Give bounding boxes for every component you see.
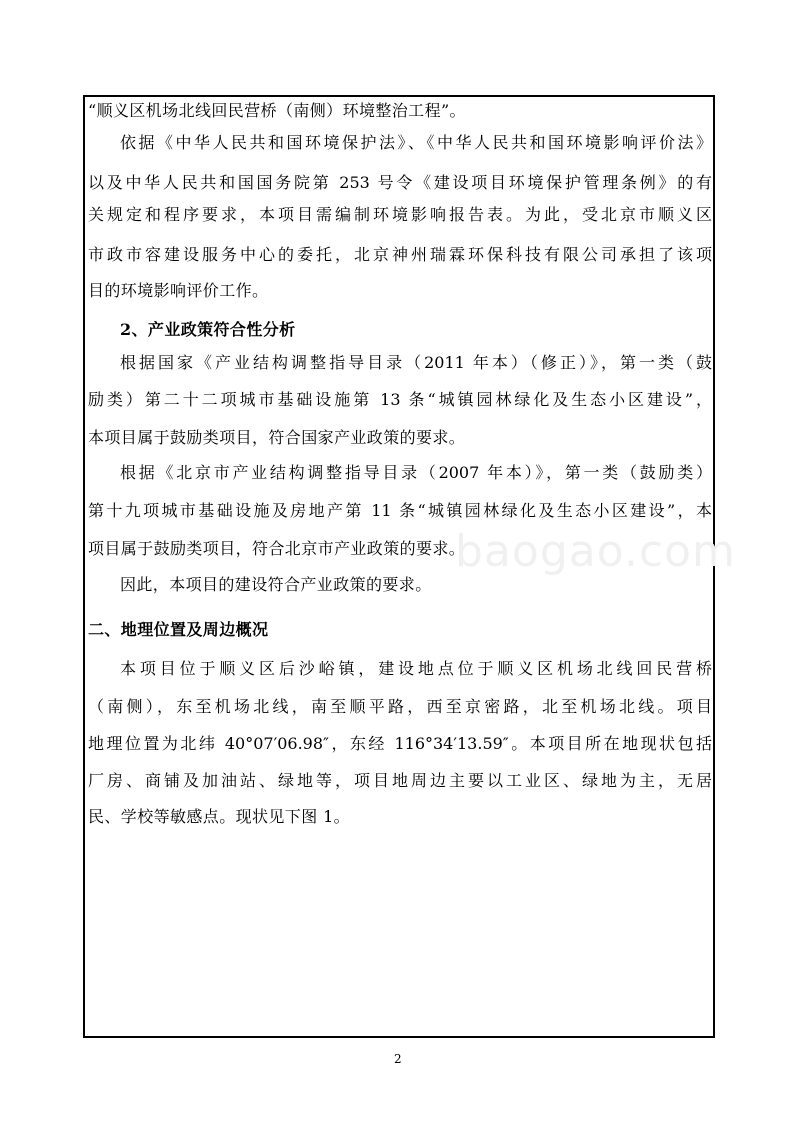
paragraph-beijing-policy-line: 根据《北京市产业结构调整指导目录（2007 年本）》，第一类（鼓励类）: [120, 463, 712, 482]
paragraph-national-policy-line: 本项目属于鼓励类项目，符合国家产业政策的要求。: [88, 428, 466, 447]
heading-location-overview: 二、地理位置及周边概况: [88, 620, 269, 639]
paragraph-basis-line: 市政市容建设服务中心的委托，北京神州瑞霖环保科技有限公司承担了该项: [88, 245, 712, 264]
paragraph-national-policy-line: 根据国家《产业结构调整指导目录（2011 年本）（修正）》，第一类（鼓: [120, 353, 712, 372]
paragraph-location-line: 厂房、商铺及加油站、绿地等，项目地周边主要以工业区、绿地为主，无居: [88, 771, 712, 790]
page-number: 2: [394, 1052, 402, 1066]
watermark: baogao.com: [455, 526, 736, 577]
heading-industrial-policy: 2、产业政策符合性分析: [120, 320, 296, 339]
paragraph-basis-line: 依据《中华人民共和国环境保护法》、《中华人民共和国环境影响评价法》: [120, 133, 712, 152]
paragraph-basis-line: 目的环境影响评价工作。: [88, 281, 269, 300]
paragraph-location-line: （南侧），东至机场北线，南至顺平路，西至京密路，北至机场北线。项目: [88, 697, 712, 716]
paragraph-basis-line: 以及中华人民共和国国务院第 253 号令《建设项目环境保护管理条例》的有: [88, 173, 712, 192]
paragraph-basis-line: 关规定和程序要求，本项目需编制环境影响报告表。为此，受北京市顺义区: [88, 205, 712, 224]
paragraph-policy-conclusion: 因此，本项目的建设符合产业政策的要求。: [120, 575, 432, 594]
paragraph-location-line: 本项目位于顺义区后沙峪镇，建设地点位于顺义区机场北线回民营桥: [120, 659, 712, 678]
paragraph-location-line: 地理位置为北纬 40°07′06.98″，东经 116°34′13.59″。本项目所在地现状包括: [88, 734, 712, 753]
paragraph-beijing-policy-line: 第十九项城市基础设施及房地产第 11 条“城镇园林绿化及生态小区建设”，本: [88, 501, 712, 520]
paragraph-beijing-policy-line: 项目属于鼓励类项目，符合北京市产业政策的要求。: [88, 539, 466, 558]
paragraph-national-policy-line: 励类）第二十二项城市基础设施第 13 条“城镇园林绿化及生态小区建设”，: [88, 390, 712, 409]
paragraph-project-name: “顺义区机场北线回民营桥（南侧）环境整治工程”。: [88, 101, 466, 120]
paragraph-location-line: 民、学校等敏感点。现状见下图 1。: [88, 807, 351, 826]
